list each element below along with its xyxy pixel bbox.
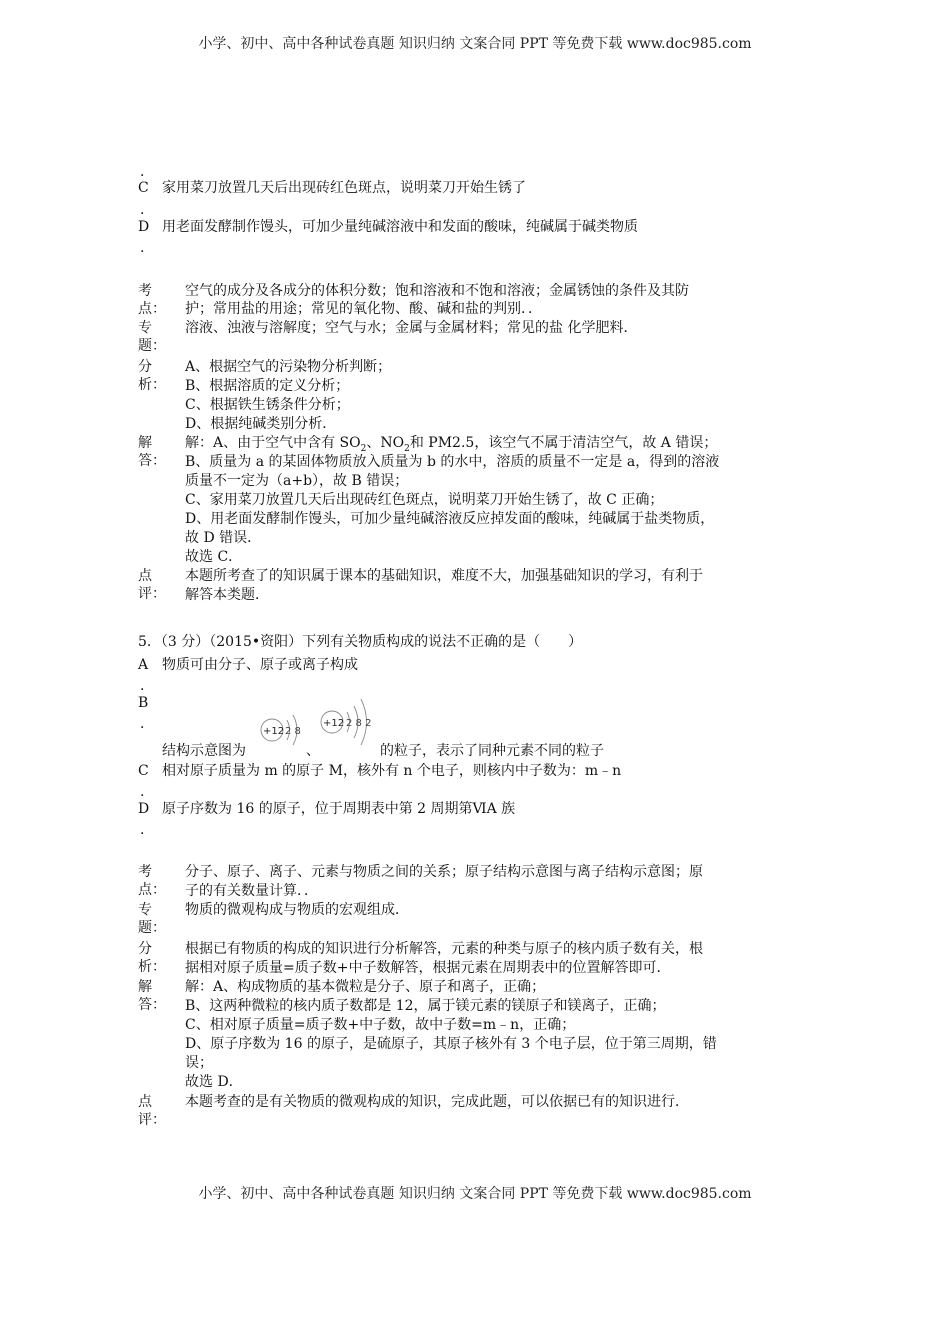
q4-dianping-label: 点 评： (138, 568, 166, 602)
q5-option-b-separator: 、 (306, 743, 320, 759)
q4-jieda-line: 质量不一定为（a+b），故 B 错误； (185, 473, 409, 489)
q4-zhuanti-label: 专 题： (138, 320, 166, 354)
q5-fenxi-line: 据相对原子质量=质子数+中子数解答，根据元素在周期表中的位置解答即可． (185, 960, 671, 976)
q5-option-b-text-b: 的粒子，表示了同种元素不同的粒子 (380, 743, 604, 759)
q4-fenxi-line: A、根据空气的污染物分析判断； (185, 359, 392, 375)
q4-jieda-line: D、用老面发酵制作馒头，可加少量纯碱溶液反应掉发面的酸味，纯碱属于盐类物质， (185, 511, 715, 527)
q4-fenxi-line: B、根据溶质的定义分析； (185, 378, 350, 394)
q5-option-a-letter: A (138, 657, 149, 673)
option-dot: . (140, 822, 145, 838)
q5-fenxi-line: 根据已有物质的构成的知识进行分析解答，元素的种类与原子的核内质子数有关，根 (185, 941, 703, 957)
q5-dianping-line: 本题考查的是有关物质的微观构成的知识，完成此题，可以依据已有的知识进行． (185, 1094, 689, 1110)
q4-jieda-line: B、质量为 a 的某固体物质放入质量为 b 的水中，溶质的质量不一定是 a，得到的溶液 (185, 454, 720, 470)
q4-jieda-line: C、家用菜刀放置几天后出现砖红色斑点，说明菜刀开始生锈了，故 C 正确； (185, 492, 664, 508)
page-footer: 小学、初中、高中各种试卷真题 知识归纳 文案合同 PPT 等免费下载 www.doc985.com (198, 1186, 752, 1202)
q5-jieda-line: D、原子序数为 16 的原子，是硫原子，其原子核外有 3 个电子层，位于第三周期，错 (185, 1036, 717, 1052)
atom-diagram-2 (318, 693, 382, 751)
q5-option-d-text: 原子序数为 16 的原子，位于周期表中第 2 周期第ⅥA 族 (162, 801, 516, 817)
shell-label: 2 8 (285, 726, 301, 737)
q4-jieda-label: 解 答： (138, 435, 166, 469)
q4-option-d-letter: D (138, 219, 150, 235)
option-dot: . (140, 784, 145, 800)
q4-dianping-line: 解答本类题． (185, 587, 269, 603)
nucleus-label: +12 (263, 726, 285, 737)
q4-fenxi-line: C、根据铁生锈条件分析； (185, 397, 350, 413)
q4-jieda-line: 解：A、由于空气中含有 $SO_2$、$NO_2$和 PM2.5，该空气不属于清洁空气，故 A 错误； (185, 435, 718, 454)
q5-zhuanti-label: 专 题： (138, 902, 166, 936)
q5-stem: 5．（3 分）（2015•资阳）下列有关物质构成的说法不正确的是（ ） (138, 634, 583, 650)
option-dot: . (140, 678, 145, 694)
q5-option-b-text-a: 结构示意图为 (162, 743, 246, 759)
option-dot: . (140, 202, 145, 218)
q5-jieda-line: 误； (185, 1055, 213, 1071)
q4-dianping-line: 本题所考查了的知识属于课本的基础知识，难度不大，加强基础知识的学习，有利于 (185, 568, 703, 584)
q5-option-b-letter: B (138, 695, 149, 711)
option-dot: . (140, 716, 145, 732)
q5-kaodian-line: 分子、原子、离子、元素与物质之间的关系；原子结构示意图与离子结构示意图；原 (185, 864, 703, 880)
q4-jieda-line: 故选 C． (185, 549, 243, 565)
q5-fenxi-label: 分 析： (138, 941, 166, 975)
q4-option-c-letter: C (138, 180, 149, 196)
nucleus-label: +12 (323, 718, 345, 729)
q5-jieda-line: B、这两种微粒的核内质子数都是 12，属于镁元素的镁原子和镁离子，正确； (185, 998, 666, 1014)
q4-zhuanti-line: 溶液、浊液与溶解度；空气与水；金属与金属材料；常见的盐 化学肥料． (185, 320, 638, 336)
q5-jieda-line: 解：A、构成物质的基本微粒是分子、原子和离子，正确； (185, 979, 546, 995)
q5-jieda-label: 解 答： (138, 979, 166, 1013)
q4-jieda-line: 故 D 错误． (185, 530, 262, 546)
q4-kaodian-line: 空气的成分及各成分的体积分数；饱和溶液和不饱和溶液；金属锈蚀的条件及其防 (185, 283, 689, 299)
option-dot: . (140, 240, 145, 256)
q5-option-c-text: 相对原子质量为 m 的原子 M，核外有 n 个电子，则核内中子数为：m﹣n (162, 763, 622, 779)
option-dot: . (140, 164, 145, 180)
q5-jieda-line: 故选 D． (185, 1074, 243, 1090)
q4-fenxi-label: 分 析： (138, 359, 166, 393)
q5-jieda-line: C、相对原子质量=质子数+中子数，故中子数=m﹣n，正确； (185, 1017, 576, 1033)
q5-kaodian-line: 子的有关数量计算．． (185, 883, 318, 899)
q5-dianping-label: 点 评： (138, 1094, 166, 1128)
q4-kaodian-label: 考 点： (138, 283, 166, 317)
q4-option-c-text: 家用菜刀放置几天后出现砖红色斑点，说明菜刀开始生锈了 (162, 180, 526, 196)
q4-fenxi-line: D、根据纯碱类别分析． (185, 416, 337, 432)
q5-option-d-letter: D (138, 801, 150, 817)
shell-label: 2 8 2 (346, 718, 372, 729)
q4-option-d-text: 用老面发酵制作馒头，可加少量纯碱溶液中和发面的酸味，纯碱属于碱类物质 (162, 219, 638, 235)
q5-option-c-letter: C (138, 763, 149, 779)
q4-kaodian-line: 护；常用盐的用途；常见的氧化物、酸、碱和盐的判别．． (185, 301, 542, 317)
q5-zhuanti-line: 物质的微观构成与物质的宏观组成． (185, 902, 409, 918)
q5-option-a-text: 物质可由分子、原子或离子构成 (162, 657, 358, 673)
page-header: 小学、初中、高中各种试卷真题 知识归纳 文案合同 PPT 等免费下载 www.doc985.com (198, 36, 752, 52)
q5-kaodian-label: 考 点： (138, 864, 166, 898)
